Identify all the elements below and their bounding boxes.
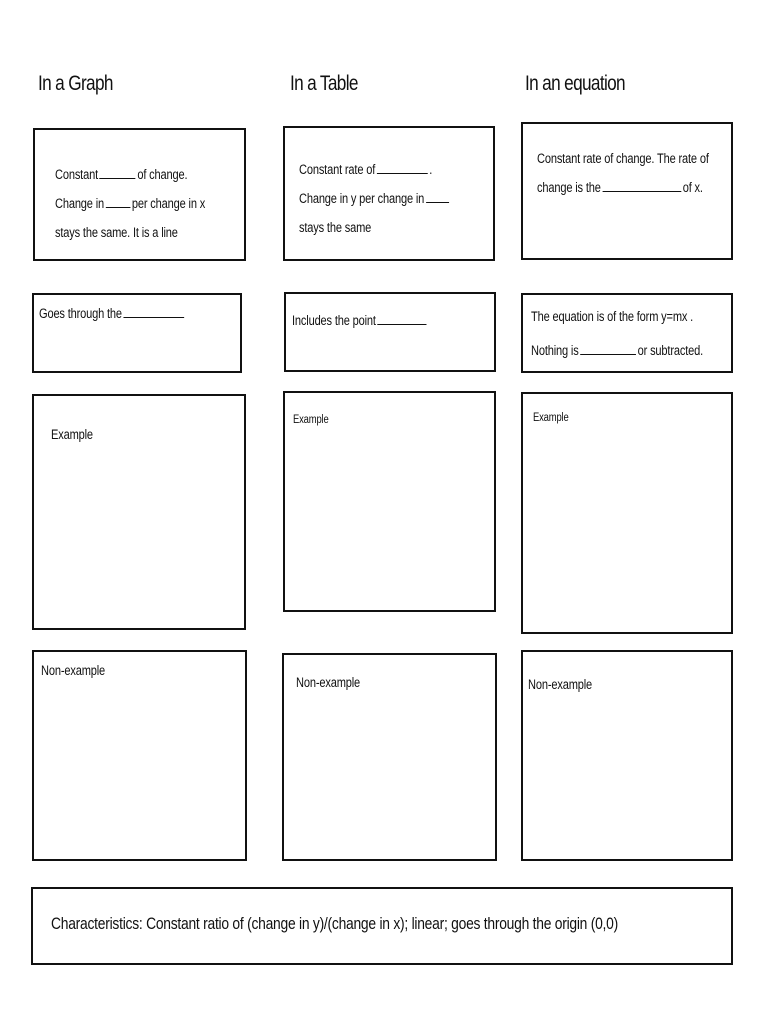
table-point-box bbox=[284, 292, 496, 372]
table-rate-line2a: Change in y per change in bbox=[299, 191, 425, 206]
blank-line bbox=[426, 190, 449, 203]
header-equation: In an equation bbox=[525, 72, 625, 95]
equation-rate-line2a: change is the bbox=[537, 180, 601, 195]
table-nonexample-box bbox=[282, 653, 497, 861]
equation-rate-text bbox=[537, 144, 709, 202]
blank-line bbox=[124, 305, 185, 318]
table-point-label: Includes the point bbox=[292, 313, 376, 328]
equation-form-line1: The equation is of the form y=mx . bbox=[531, 309, 694, 324]
table-rate-box bbox=[283, 126, 495, 261]
graph-example-label: Example bbox=[51, 427, 93, 442]
graph-point-box bbox=[32, 293, 242, 373]
table-point-text bbox=[292, 306, 428, 335]
table-rate-line1b: . bbox=[429, 162, 433, 177]
equation-form-box bbox=[521, 293, 733, 373]
equation-form-text bbox=[531, 297, 703, 371]
graph-rate-line1b: of change. bbox=[137, 167, 188, 182]
equation-nonexample-label: Non-example bbox=[528, 677, 593, 692]
graph-rate-line1a: Constant bbox=[55, 167, 98, 182]
graph-nonexample-box bbox=[32, 650, 247, 861]
characteristics-text: Characteristics: Constant ratio of (change in y)/(change in x); linear; goes through the origin (0,0) bbox=[51, 915, 618, 933]
blank-line bbox=[602, 179, 681, 192]
table-example-box bbox=[283, 391, 496, 612]
graph-rate-line2a: Change in bbox=[55, 196, 104, 211]
graph-rate-line2b: per change in x bbox=[131, 196, 206, 211]
equation-rate-line1: Constant rate of change. The rate of bbox=[537, 151, 709, 166]
blank-line bbox=[106, 195, 131, 208]
header-table: In a Table bbox=[290, 72, 358, 95]
blank-line bbox=[377, 312, 426, 325]
table-rate-line3: stays the same bbox=[299, 220, 372, 235]
blank-line bbox=[100, 166, 136, 179]
graph-rate-text bbox=[55, 160, 205, 247]
graph-example-box bbox=[32, 394, 246, 630]
graph-rate-line3: stays the same. It is a line bbox=[55, 225, 178, 240]
table-rate-line1a: Constant rate of bbox=[299, 162, 376, 177]
graph-point-label: Goes through the bbox=[39, 306, 122, 321]
table-example-label: Example bbox=[293, 414, 329, 426]
equation-form-line2a: Nothing is bbox=[531, 343, 579, 358]
equation-example-label: Example bbox=[533, 412, 569, 424]
equation-example-box bbox=[521, 392, 733, 634]
header-graph: In a Graph bbox=[38, 72, 113, 95]
blank-line bbox=[580, 342, 636, 355]
graph-point-text bbox=[39, 299, 186, 328]
equation-rate-line2b: of x. bbox=[682, 180, 703, 195]
equation-rate-box bbox=[521, 122, 733, 260]
graph-nonexample-label: Non-example bbox=[41, 663, 106, 678]
equation-nonexample-box bbox=[521, 650, 733, 861]
table-rate-text bbox=[299, 155, 450, 242]
blank-line bbox=[377, 161, 428, 174]
equation-form-line2b: or subtracted. bbox=[637, 343, 704, 358]
graph-rate-box bbox=[33, 128, 246, 261]
characteristics-box bbox=[31, 887, 733, 965]
table-nonexample-label: Non-example bbox=[296, 675, 361, 690]
